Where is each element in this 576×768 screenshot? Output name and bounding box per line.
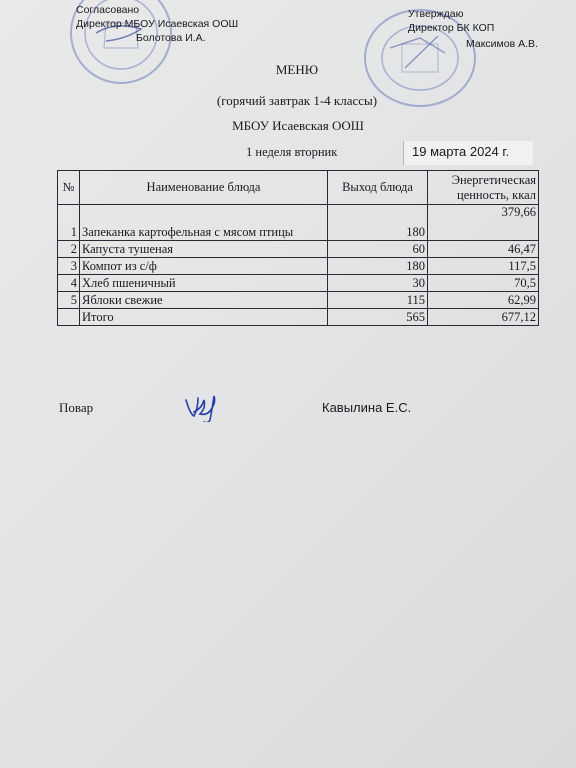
total-num-empty	[58, 309, 80, 326]
row-energy: 70,5	[428, 275, 539, 292]
row-num: 5	[58, 292, 80, 309]
row-name: Компот из с/ф	[80, 258, 328, 275]
page-subtitle: (горячий завтрак 1-4 классы)	[216, 93, 378, 108]
row-yield: 180	[328, 205, 428, 241]
row-yield: 115	[328, 292, 428, 309]
table-header-row	[58, 171, 539, 205]
table-row	[58, 241, 539, 258]
row-name: Запеканка картофельная с мясом птицы	[80, 205, 328, 241]
row-name: Капуста тушеная	[80, 241, 328, 258]
row-energy: 62,99	[428, 292, 539, 309]
table-total-row	[58, 309, 539, 326]
row-num: 4	[58, 275, 80, 292]
row-num: 3	[58, 258, 80, 275]
row-name: Яблоки свежие	[80, 292, 328, 309]
row-yield: 60	[328, 241, 428, 258]
row-energy: 117,5	[428, 258, 539, 275]
approval-left-position: Директор МБОУ Исаевская ООШ	[76, 18, 239, 30]
header-name: Наименование блюда	[80, 171, 328, 205]
school-name: МБОУ Исаевская ООШ	[232, 118, 364, 133]
header-num: №	[58, 171, 80, 205]
row-energy: 379,66	[428, 205, 539, 241]
handwritten-signature	[182, 392, 228, 422]
table-row	[58, 275, 539, 292]
table-row	[58, 292, 539, 309]
total-yield: 565	[328, 309, 428, 326]
signature-name: Кавылина Е.С.	[322, 400, 412, 415]
date-label: 19 марта 2024 г.	[403, 141, 533, 165]
header-yield: Выход блюда	[328, 171, 428, 205]
table-row	[58, 258, 539, 275]
approval-right-position: Директор БК КОП	[408, 22, 495, 34]
approval-left	[76, 3, 239, 44]
approval-right	[408, 8, 538, 50]
week-day-label: 1 неделя вторник	[246, 145, 338, 159]
table-row	[58, 205, 539, 241]
approval-right-title: Утверждаю	[408, 8, 464, 20]
total-energy: 677,12	[428, 309, 539, 326]
header-energy: Энергетическая ценность, ккал	[428, 171, 539, 205]
signature-role: Повар	[59, 400, 94, 415]
row-energy: 46,47	[428, 241, 539, 258]
row-num: 2	[58, 241, 80, 258]
total-label: Итого	[80, 309, 328, 326]
row-num: 1	[58, 205, 80, 241]
row-yield: 180	[328, 258, 428, 275]
approval-left-person: Болотова И.А.	[136, 32, 206, 44]
row-name: Хлеб пшеничный	[80, 275, 328, 292]
row-yield: 30	[328, 275, 428, 292]
approval-left-title: Согласовано	[76, 4, 140, 16]
approval-right-person: Максимов А.В.	[466, 38, 538, 50]
menu-table	[57, 170, 539, 326]
page-title: МЕНЮ	[275, 62, 319, 77]
